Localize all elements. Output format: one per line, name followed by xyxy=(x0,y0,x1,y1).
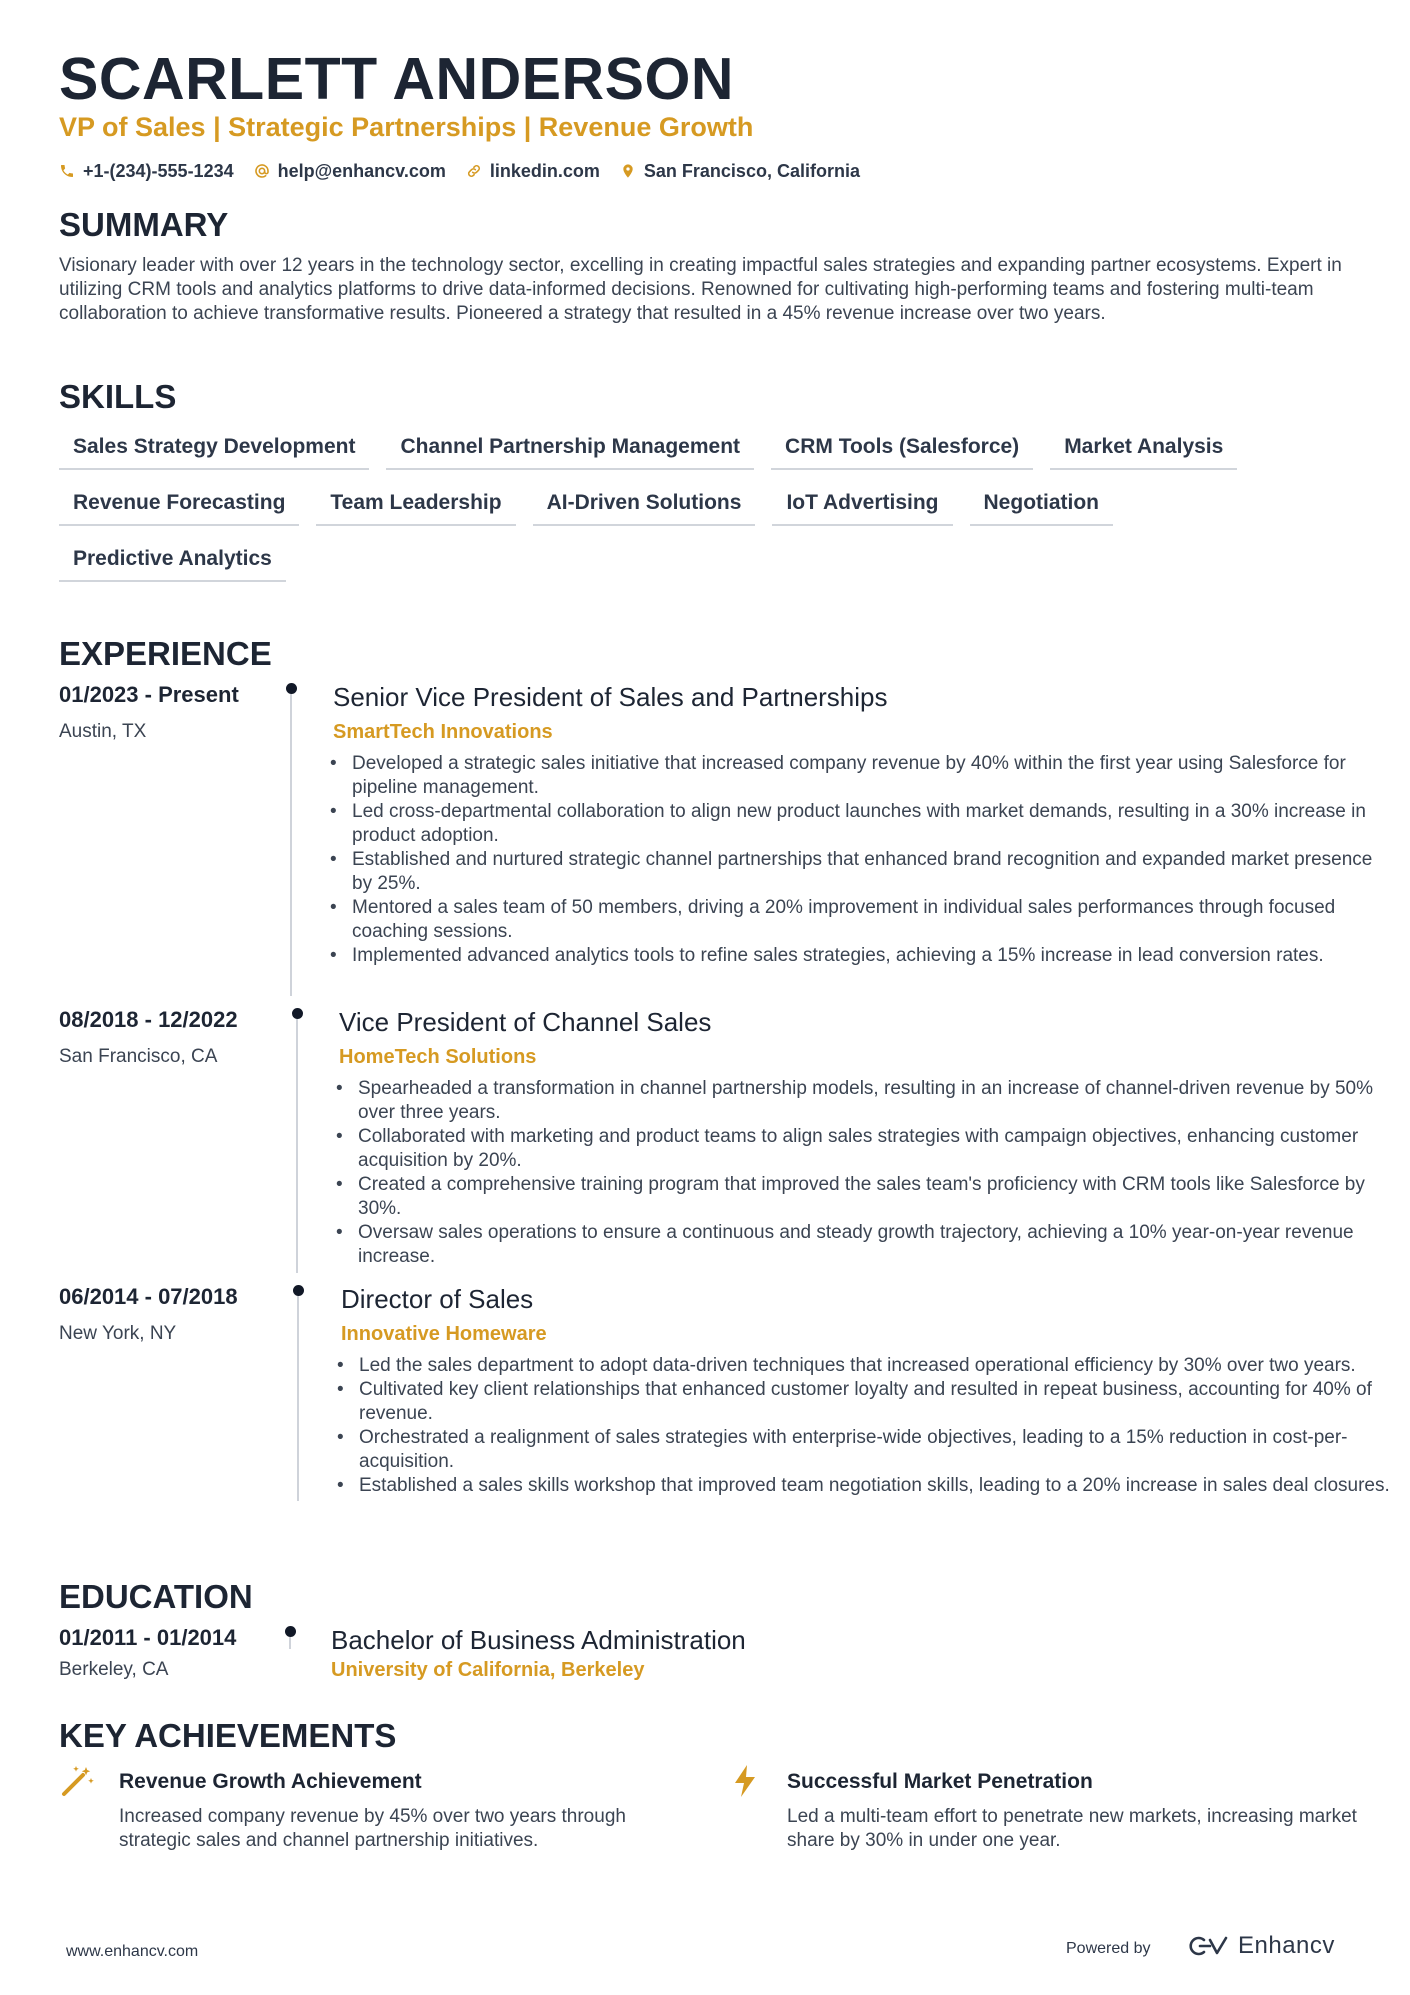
skill-tag: Negotiation xyxy=(970,486,1114,526)
job-title: Vice President of Channel Sales xyxy=(339,1007,712,1037)
skill-tag: Team Leadership xyxy=(316,486,515,526)
contact-bar xyxy=(59,158,860,184)
job-bullet: • Led cross-departmental collaboration to align new product launches with market demands, resulting in a 30% increase in product adoption. xyxy=(325,800,1389,848)
education-entry xyxy=(59,1624,1359,1684)
job-title: Director of Sales xyxy=(341,1284,534,1314)
contact-location xyxy=(620,158,860,184)
achievement-description: Led a multi-team effort to penetrate new markets, increasing market share by 30% in under one year. xyxy=(787,1806,1357,1851)
skills-row xyxy=(59,486,1359,526)
summary-text: Visionary leader with over 12 years in the technology sector, excelling in creating impactful sales strategies and expanding partner ecosystems. Expert in utilizing CRM tools and analytics platforms to drive data-informed decisions. Renowned for cultivating high-performing teams and fostering multi-team collaboration to achieve transformative results. Pioneered a strategy that resulted in a 45% revenue increase over two years. xyxy=(59,255,1342,324)
company-name: HomeTech Solutions xyxy=(339,1046,537,1068)
experience-entry xyxy=(59,681,1373,996)
job-bullet: • Oversaw sales operations to ensure a continuous and steady growth trajectory, achieving a 10% year-on-year revenue increase. xyxy=(331,1221,1391,1269)
job-bullet: • Established and nurtured strategic channel partnerships that enhanced brand recognition and expanded market presence by 25%. xyxy=(325,848,1389,896)
skill-tag: Channel Partnership Management xyxy=(386,430,754,470)
phone-text: +1-(234)-555-1234 xyxy=(83,161,234,181)
education-location: Berkeley, CA xyxy=(59,1659,169,1680)
job-bullet: • Mentored a sales team of 50 members, driving a 20% improvement in individual sales performances through focused coaching sessions. xyxy=(325,896,1389,944)
experience-entry xyxy=(59,1283,1390,1501)
job-bullet: • Spearheaded a transformation in channel partnership models, resulting in an increase of channel-driven revenue by 50% over three years. xyxy=(331,1077,1391,1125)
job-date: 08/2018 - 12/2022 xyxy=(59,1007,238,1032)
job-location: Austin, TX xyxy=(59,721,147,742)
linkedin-text: linkedin.com xyxy=(489,161,600,181)
at-icon xyxy=(254,163,270,179)
job-bullet: • Developed a strategic sales initiative that increased company revenue by 40% within the first year using Salesforce for pipeline management. xyxy=(325,752,1389,800)
timeline-line xyxy=(289,1637,291,1649)
footer-url[interactable]: www.enhancv.com xyxy=(66,1943,199,1960)
job-location: San Francisco, CA xyxy=(59,1046,218,1067)
job-bullet: • Implemented advanced analytics tools to refine sales strategies, achieving a 15% increase in lead conversion rates. xyxy=(325,944,1389,968)
powered-by-label: Powered by xyxy=(1066,1940,1151,1957)
skills-row xyxy=(59,542,1359,582)
job-date: 06/2014 - 07/2018 xyxy=(59,1284,238,1309)
map-pin-icon xyxy=(620,163,636,179)
job-bullet: • Led the sales department to adopt data-driven techniques that increased operational efficiency by 30% over two years. xyxy=(332,1354,1410,1378)
email-text: help@enhancv.com xyxy=(277,161,446,181)
degree-title: Bachelor of Business Administration xyxy=(331,1625,746,1655)
company-name: Innovative Homeware xyxy=(341,1323,547,1345)
job-bullets xyxy=(325,752,1389,968)
education-date: 01/2011 - 01/2014 xyxy=(59,1625,237,1650)
job-bullet: • Established a sales skills workshop that improved team negotiation skills, leading to a 20% increase in sales deal closures. xyxy=(332,1474,1410,1498)
job-bullets xyxy=(331,1077,1391,1269)
job-bullet: • Created a comprehensive training program that improved the sales team's proficiency with CRM tools like Salesforce by 30%. xyxy=(331,1173,1391,1221)
job-bullet: • Cultivated key client relationships that enhanced customer loyalty and resulted in repeat business, accounting for 40% of revenue. xyxy=(332,1378,1410,1426)
company-name: SmartTech Innovations xyxy=(333,721,553,743)
skills-row xyxy=(59,430,1359,470)
candidate-headline: VP of Sales | Strategic Partnerships | Revenue Growth xyxy=(59,112,754,142)
timeline-dot xyxy=(286,683,297,694)
achievements-heading: KEY ACHIEVEMENTS xyxy=(59,1717,397,1754)
brand-name: Enhancv xyxy=(1238,1932,1335,1959)
skill-tag: Predictive Analytics xyxy=(59,542,286,582)
skill-tag: Market Analysis xyxy=(1050,430,1237,470)
phone-icon xyxy=(59,163,75,179)
summary-heading: SUMMARY xyxy=(59,206,229,243)
link-icon xyxy=(466,163,482,179)
skill-tag: AI-Driven Solutions xyxy=(533,486,756,526)
candidate-name: SCARLETT ANDERSON xyxy=(59,46,734,112)
job-bullet: • Collaborated with marketing and product teams to align sales strategies with campaign objectives, enhancing customer acquisition by 20%. xyxy=(331,1125,1391,1173)
location-text: San Francisco, California xyxy=(643,161,860,181)
timeline-line xyxy=(297,1296,299,1501)
contact-linkedin[interactable] xyxy=(466,158,600,184)
lightning-bolt-icon xyxy=(727,1763,763,1799)
job-title: Senior Vice President of Sales and Partnerships xyxy=(333,682,888,712)
timeline-dot xyxy=(285,1626,296,1637)
brand-logo[interactable] xyxy=(1186,1932,1335,1960)
education-heading: EDUCATION xyxy=(59,1578,253,1615)
job-location: New York, NY xyxy=(59,1323,177,1344)
timeline-dot xyxy=(292,1008,303,1019)
skill-tag: Revenue Forecasting xyxy=(59,486,299,526)
magic-wand-icon xyxy=(59,1763,95,1799)
job-date: 01/2023 - Present xyxy=(59,682,239,707)
experience-heading: EXPERIENCE xyxy=(59,635,272,672)
contact-phone[interactable] xyxy=(59,158,234,184)
timeline-line xyxy=(296,1019,298,1273)
skill-tag: CRM Tools (Salesforce) xyxy=(771,430,1033,470)
skill-tag: Sales Strategy Development xyxy=(59,430,369,470)
experience-entry xyxy=(59,1006,1374,1273)
job-bullets xyxy=(332,1354,1410,1498)
timeline-line xyxy=(290,694,292,996)
job-bullet: • Orchestrated a realignment of sales strategies with enterprise-wide objectives, leading to a 15% reduction in cost-per-acquisition. xyxy=(332,1426,1410,1474)
achievement-title: Revenue Growth Achievement xyxy=(119,1770,422,1793)
school-name: University of California, Berkeley xyxy=(331,1659,645,1681)
skills-list xyxy=(59,430,1359,598)
contact-email[interactable] xyxy=(254,158,446,184)
skills-heading: SKILLS xyxy=(59,378,177,415)
enhancv-logo-icon xyxy=(1186,1933,1232,1959)
skill-tag: IoT Advertising xyxy=(772,486,952,526)
achievement-title: Successful Market Penetration xyxy=(787,1770,1093,1793)
timeline-dot xyxy=(293,1285,304,1296)
achievement-description: Increased company revenue by 45% over two years through strategic sales and channel partnership initiatives. xyxy=(119,1806,626,1851)
